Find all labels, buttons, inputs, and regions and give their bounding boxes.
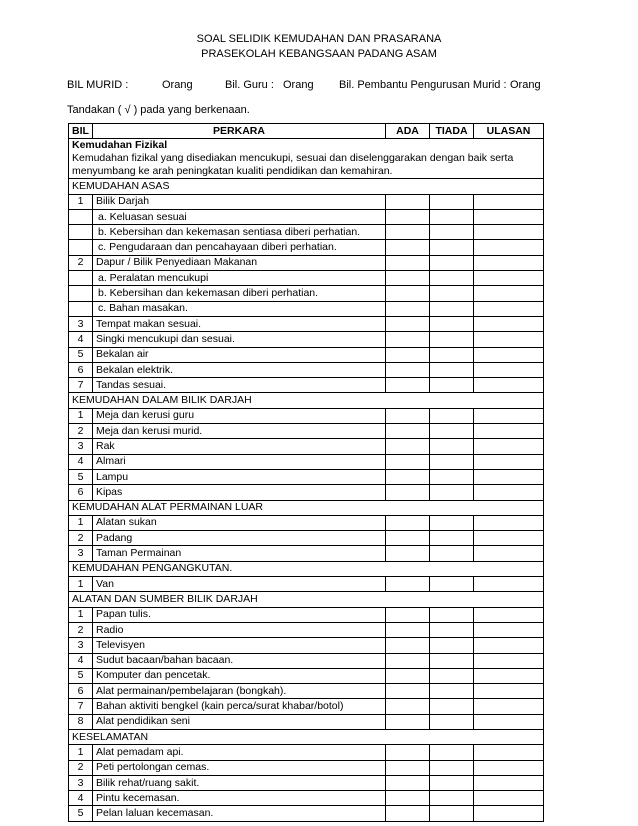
table-header [69, 124, 544, 139]
table-row [69, 209, 544, 224]
table-row [69, 286, 544, 301]
ulasan-cell[interactable] [474, 684, 544, 699]
guru-label: Bil. Guru : [225, 79, 274, 91]
tiada-cell[interactable] [430, 714, 474, 729]
ada-cell[interactable] [386, 454, 430, 469]
ulasan-cell[interactable] [474, 668, 544, 683]
row-number: 2 [69, 255, 93, 270]
tiada-cell[interactable] [430, 194, 474, 209]
tiada-cell[interactable] [430, 607, 474, 622]
pembantu-label: Bil. Pembantu Pengurusan Murid : [339, 79, 507, 91]
row-item: Sudut bacaan/bahan bacaan. [93, 653, 386, 668]
ulasan-cell[interactable] [474, 424, 544, 439]
ada-cell[interactable] [386, 531, 430, 546]
ada-cell[interactable] [386, 332, 430, 347]
row-number: 8 [69, 714, 93, 729]
row-number: 6 [69, 485, 93, 500]
murid-label: BIL MURID : [67, 79, 129, 91]
table-row [69, 424, 544, 439]
row-number: 7 [69, 699, 93, 714]
ada-cell[interactable] [386, 699, 430, 714]
section-row [69, 179, 544, 194]
ada-cell[interactable] [386, 546, 430, 561]
row-item: Taman Permainan [93, 546, 386, 561]
section-row [69, 500, 544, 515]
row-number: 2 [69, 622, 93, 637]
tiada-cell[interactable] [430, 240, 474, 255]
row-item: Bahan aktiviti bengkel (kain perca/surat khabar/botol) [93, 699, 386, 714]
row-item: c. Bahan masakan. [93, 301, 386, 316]
tiada-cell[interactable] [430, 271, 474, 286]
ulasan-cell[interactable] [474, 209, 544, 224]
row-number: 5 [69, 668, 93, 683]
ulasan-cell[interactable] [474, 745, 544, 760]
table-row [69, 622, 544, 637]
tiada-cell[interactable] [430, 684, 474, 699]
intro-text: Kemudahan fizikal yang disediakan mencukupi, sesuai dan diselenggarakan dengan baik serta menyumbang ke arah peningkatan kualiti pendidikan dan kemahiran. [72, 152, 514, 178]
row-item: Pelan laluan kecemasan. [93, 806, 386, 821]
section-title: KEMUDAHAN ALAT PERMAINAN LUAR [69, 500, 544, 515]
ada-cell[interactable] [386, 775, 430, 790]
tiada-cell[interactable] [430, 791, 474, 806]
ada-cell[interactable] [386, 791, 430, 806]
table-row [69, 699, 544, 714]
row-item: Bilik Darjah [93, 194, 386, 209]
murid-unit: Orang [162, 79, 193, 91]
tiada-cell[interactable] [430, 255, 474, 270]
row-item: Tempat makan sesuai. [93, 316, 386, 331]
row-item: a. Peralatan mencukupi [93, 271, 386, 286]
intro-row [69, 139, 544, 179]
row-number: 7 [69, 378, 93, 393]
row-number: 4 [69, 454, 93, 469]
ada-cell[interactable] [386, 301, 430, 316]
table-row [69, 668, 544, 683]
ada-cell[interactable] [386, 209, 430, 224]
tiada-cell[interactable] [430, 546, 474, 561]
table-row [69, 577, 544, 592]
table-row [69, 760, 544, 775]
row-number [69, 286, 93, 301]
table-row [69, 684, 544, 699]
ulasan-cell[interactable] [474, 225, 544, 240]
ulasan-cell[interactable] [474, 485, 544, 500]
row-number: 5 [69, 347, 93, 362]
ulasan-cell[interactable] [474, 775, 544, 790]
ada-cell[interactable] [386, 653, 430, 668]
tiada-cell[interactable] [430, 745, 474, 760]
tiada-cell[interactable] [430, 760, 474, 775]
tiada-cell[interactable] [430, 454, 474, 469]
section-row [69, 592, 544, 607]
ulasan-cell[interactable] [474, 653, 544, 668]
ada-cell[interactable] [386, 194, 430, 209]
tiada-cell[interactable] [430, 577, 474, 592]
row-number: 5 [69, 469, 93, 484]
row-number: 6 [69, 684, 93, 699]
row-item: Bekalan air [93, 347, 386, 362]
ada-cell[interactable] [386, 622, 430, 637]
ada-cell[interactable] [386, 424, 430, 439]
row-number: 2 [69, 424, 93, 439]
tiada-cell[interactable] [430, 515, 474, 530]
ulasan-cell[interactable] [474, 607, 544, 622]
ulasan-cell[interactable] [474, 791, 544, 806]
ada-cell[interactable] [386, 408, 430, 423]
ulasan-cell[interactable] [474, 622, 544, 637]
row-item: Alat pendidikan seni [93, 714, 386, 729]
section-title: KEMUDAHAN PENGANGKUTAN. [69, 561, 544, 576]
ulasan-cell[interactable] [474, 347, 544, 362]
ulasan-cell[interactable] [474, 546, 544, 561]
section-row [69, 729, 544, 744]
row-item: Komputer dan pencetak. [93, 668, 386, 683]
row-number: 3 [69, 316, 93, 331]
row-item: Van [93, 577, 386, 592]
row-number: 6 [69, 362, 93, 377]
tiada-cell[interactable] [430, 622, 474, 637]
ulasan-cell[interactable] [474, 806, 544, 821]
table-row [69, 225, 544, 240]
row-number: 4 [69, 791, 93, 806]
intro-title: Kemudahan Fizikal [72, 139, 168, 152]
ada-cell[interactable] [386, 760, 430, 775]
row-item: Alat pemadam api. [93, 745, 386, 760]
row-item: Meja dan kerusi guru [93, 408, 386, 423]
row-number: 1 [69, 408, 93, 423]
instruction: Tandakan ( √ ) pada yang berkenaan. [67, 104, 250, 116]
ulasan-cell[interactable] [474, 301, 544, 316]
checklist-table [68, 123, 544, 822]
ulasan-cell[interactable] [474, 194, 544, 209]
table-row [69, 194, 544, 209]
row-number: 5 [69, 806, 93, 821]
section-title: KEMUDAHAN DALAM BILIK DARJAH [69, 393, 544, 408]
form-title: SOAL SELIDIK KEMUDAHAN DAN PRASARANA [196, 33, 442, 45]
table-row [69, 439, 544, 454]
table-row [69, 485, 544, 500]
table-row [69, 607, 544, 622]
tiada-cell[interactable] [430, 485, 474, 500]
tiada-cell[interactable] [430, 439, 474, 454]
table-row [69, 316, 544, 331]
row-item: Peti pertolongan cemas. [93, 760, 386, 775]
row-item: Bekalan elektrik. [93, 362, 386, 377]
ulasan-cell[interactable] [474, 577, 544, 592]
row-number: 1 [69, 194, 93, 209]
row-item: c. Pengudaraan dan pencahayaan diberi perhatian. [93, 240, 386, 255]
ada-cell[interactable] [386, 271, 430, 286]
section-title: KEMUDAHAN ASAS [69, 179, 544, 194]
tiada-cell[interactable] [430, 531, 474, 546]
col-ulasan: ULASAN [474, 124, 544, 139]
row-item: Almari [93, 454, 386, 469]
ulasan-cell[interactable] [474, 760, 544, 775]
row-item: Bilik rehat/ruang sakit. [93, 775, 386, 790]
ada-cell[interactable] [386, 225, 430, 240]
ulasan-cell[interactable] [474, 240, 544, 255]
tiada-cell[interactable] [430, 668, 474, 683]
tiada-cell[interactable] [430, 347, 474, 362]
tiada-cell[interactable] [430, 469, 474, 484]
row-item: Radio [93, 622, 386, 637]
table-row [69, 362, 544, 377]
tiada-cell[interactable] [430, 316, 474, 331]
section-title: ALATAN DAN SUMBER BILIK DARJAH [69, 592, 544, 607]
ada-cell[interactable] [386, 638, 430, 653]
row-number: 3 [69, 546, 93, 561]
ulasan-cell[interactable] [474, 271, 544, 286]
row-item: Alatan sukan [93, 515, 386, 530]
table-row [69, 806, 544, 821]
tiada-cell[interactable] [430, 638, 474, 653]
row-item: Kipas [93, 485, 386, 500]
ada-cell[interactable] [386, 316, 430, 331]
row-number [69, 225, 93, 240]
tiada-cell[interactable] [430, 775, 474, 790]
ada-cell[interactable] [386, 485, 430, 500]
ulasan-cell[interactable] [474, 699, 544, 714]
row-item: Singki mencukupi dan sesuai. [93, 332, 386, 347]
section-row [69, 393, 544, 408]
row-item: Alat permainan/pembelajaran (bongkah). [93, 684, 386, 699]
table-row [69, 653, 544, 668]
tiada-cell[interactable] [430, 653, 474, 668]
row-number: 1 [69, 515, 93, 530]
ada-cell[interactable] [386, 347, 430, 362]
tiada-cell[interactable] [430, 225, 474, 240]
tiada-cell[interactable] [430, 424, 474, 439]
ulasan-cell[interactable] [474, 638, 544, 653]
table-row [69, 714, 544, 729]
ada-cell[interactable] [386, 745, 430, 760]
row-number: 4 [69, 653, 93, 668]
ada-cell[interactable] [386, 714, 430, 729]
table-row [69, 378, 544, 393]
tiada-cell[interactable] [430, 378, 474, 393]
row-item: a. Keluasan sesuai [93, 209, 386, 224]
table-row [69, 515, 544, 530]
col-tiada: TIADA [430, 124, 474, 139]
row-number [69, 240, 93, 255]
ulasan-cell[interactable] [474, 531, 544, 546]
row-number: 3 [69, 775, 93, 790]
table-row [69, 271, 544, 286]
row-number: 2 [69, 531, 93, 546]
ulasan-cell[interactable] [474, 255, 544, 270]
row-item: Rak [93, 439, 386, 454]
ada-cell[interactable] [386, 240, 430, 255]
row-number [69, 209, 93, 224]
table-row [69, 469, 544, 484]
ulasan-cell[interactable] [474, 316, 544, 331]
row-number: 4 [69, 332, 93, 347]
table-row [69, 745, 544, 760]
table-row [69, 408, 544, 423]
col-bil: BIL [69, 124, 93, 139]
school-name: PRASEKOLAH KEBANGSAAN PADANG ASAM [201, 48, 437, 60]
col-perkara: PERKARA [93, 124, 386, 139]
ulasan-cell[interactable] [474, 439, 544, 454]
ulasan-cell[interactable] [474, 515, 544, 530]
row-item: Padang [93, 531, 386, 546]
ada-cell[interactable] [386, 577, 430, 592]
ada-cell[interactable] [386, 684, 430, 699]
section-row [69, 561, 544, 576]
table-row [69, 531, 544, 546]
table-row [69, 454, 544, 469]
ulasan-cell[interactable] [474, 714, 544, 729]
pembantu-unit: Orang [510, 79, 541, 91]
ulasan-cell[interactable] [474, 362, 544, 377]
guru-unit: Orang [283, 79, 314, 91]
row-number: 1 [69, 577, 93, 592]
tiada-cell[interactable] [430, 362, 474, 377]
table-row [69, 791, 544, 806]
table-row [69, 255, 544, 270]
row-item: b. Kebersihan dan kekemasan sentiasa diberi perhatian. [93, 225, 386, 240]
tiada-cell[interactable] [430, 806, 474, 821]
row-item: Papan tulis. [93, 607, 386, 622]
row-number [69, 271, 93, 286]
row-number [69, 301, 93, 316]
row-item: Tandas sesuai. [93, 378, 386, 393]
table-row [69, 240, 544, 255]
row-item: b. Kebersihan dan kekemasan diberi perhatian. [93, 286, 386, 301]
row-number: 2 [69, 760, 93, 775]
ulasan-cell[interactable] [474, 332, 544, 347]
ada-cell[interactable] [386, 378, 430, 393]
ada-cell[interactable] [386, 439, 430, 454]
table-row [69, 301, 544, 316]
row-number: 1 [69, 745, 93, 760]
ada-cell[interactable] [386, 362, 430, 377]
ulasan-cell[interactable] [474, 378, 544, 393]
ulasan-cell[interactable] [474, 469, 544, 484]
table-row [69, 638, 544, 653]
ada-cell[interactable] [386, 668, 430, 683]
ada-cell[interactable] [386, 806, 430, 821]
table-row [69, 332, 544, 347]
table-row [69, 546, 544, 561]
row-number: 3 [69, 439, 93, 454]
tiada-cell[interactable] [430, 209, 474, 224]
ulasan-cell[interactable] [474, 454, 544, 469]
row-number: 1 [69, 607, 93, 622]
section-title: KESELAMATAN [69, 729, 544, 744]
row-item: Lampu [93, 469, 386, 484]
tiada-cell[interactable] [430, 332, 474, 347]
row-number: 3 [69, 638, 93, 653]
ada-cell[interactable] [386, 469, 430, 484]
row-item: Dapur / Bilik Penyediaan Makanan [93, 255, 386, 270]
tiada-cell[interactable] [430, 301, 474, 316]
ada-cell[interactable] [386, 286, 430, 301]
tiada-cell[interactable] [430, 408, 474, 423]
row-item: Meja dan kerusi murid. [93, 424, 386, 439]
ada-cell[interactable] [386, 607, 430, 622]
ada-cell[interactable] [386, 515, 430, 530]
row-item: Pintu kecemasan. [93, 791, 386, 806]
tiada-cell[interactable] [430, 699, 474, 714]
table-row [69, 775, 544, 790]
table-row [69, 347, 544, 362]
ulasan-cell[interactable] [474, 286, 544, 301]
ulasan-cell[interactable] [474, 408, 544, 423]
col-ada: ADA [386, 124, 430, 139]
ada-cell[interactable] [386, 255, 430, 270]
tiada-cell[interactable] [430, 286, 474, 301]
row-item: Televisyen [93, 638, 386, 653]
